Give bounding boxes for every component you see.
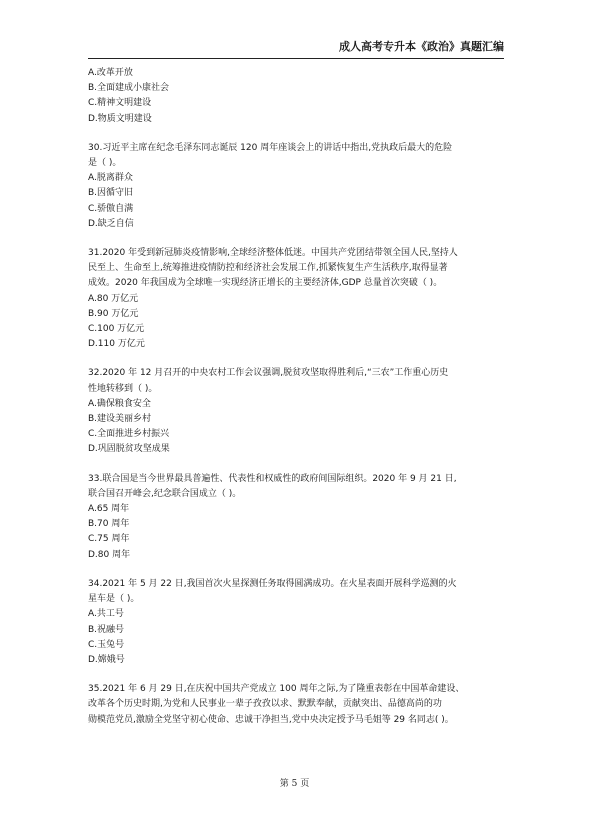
question-line: 改革各个历史时期,为党和人民事业一辈子孜孜以求、默默奉献，贡献突出、品德高尚的功 bbox=[88, 699, 442, 710]
option-d: D.巩固脱贫攻坚成果 bbox=[88, 444, 170, 455]
page-content bbox=[88, 66, 504, 742]
question-30 bbox=[88, 141, 504, 232]
question-line: 33.联合国是当今世界最具普遍性、代表性和权威性的政府间国际组织。2020 年 9 月 21 日, bbox=[88, 473, 457, 484]
question-line: 联合国召开峰会,纪念联合国成立（ )。 bbox=[88, 488, 242, 499]
question-line: 星车是（ )。 bbox=[88, 594, 140, 605]
option-c: C.100 万亿元 bbox=[88, 324, 145, 335]
question-line: 成效。2020 年我国成为全球唯一实现经济正增长的主要经济体,GDP 总量首次突破（ )。 bbox=[88, 278, 443, 289]
option-c: C.75 周年 bbox=[88, 534, 130, 545]
page-header-title: 成人高考专升本《政治》真题汇编 bbox=[88, 38, 504, 59]
question-line: 是（ )。 bbox=[88, 158, 122, 169]
option-d: D.嫦娥号 bbox=[88, 654, 125, 665]
option-b: B.建设美丽乡村 bbox=[88, 414, 152, 425]
question-line: 30.习近平主席在纪念毛泽东同志诞辰 120 周年座谈会上的讲话中指出,党执政后最大的危险 bbox=[88, 142, 453, 153]
option-a: A.80 万亿元 bbox=[88, 293, 139, 304]
question-line: 35.2021 年 6 月 29 日,在庆祝中国共产党成立 100 周年之际,为了隆重表彰在中国革命建设、 bbox=[88, 684, 465, 695]
option-b: B.70 周年 bbox=[88, 519, 130, 530]
question-35 bbox=[88, 682, 504, 728]
question-34 bbox=[88, 577, 504, 668]
question-31 bbox=[88, 246, 504, 352]
option-d: D.110 万亿元 bbox=[88, 339, 145, 350]
option-d: D.缺乏自信 bbox=[88, 218, 134, 229]
question-line: 勋模范党员,激励全党坚守初心使命、忠诚干净担当,党中央决定授予马毛姐等 29 名同志( )。 bbox=[88, 714, 454, 725]
page-number: 第 5 页 bbox=[279, 779, 310, 789]
question-line: 31.2020 年受到新冠肺炎疫情影响,全球经济整体低迷。中国共产党团结带领全国人民,坚持人 bbox=[88, 248, 458, 259]
option-b: B.因循守旧 bbox=[88, 188, 134, 199]
option-c: C.精神文明建设 bbox=[88, 98, 152, 109]
option-d: D.物质文明建设 bbox=[88, 113, 152, 124]
question-line: 性地转移到（ )。 bbox=[88, 383, 158, 394]
option-a: A.改革开放 bbox=[88, 68, 133, 78]
question-33 bbox=[88, 472, 504, 563]
option-b: B.祝融号 bbox=[88, 624, 125, 635]
option-a: A.65 周年 bbox=[88, 504, 130, 515]
option-a: A.确保粮食安全 bbox=[88, 398, 151, 409]
question-line: 34.2021 年 5 月 22 日,我国首次火星探测任务取得圆满成功。在火星表面开展科学巡测的火 bbox=[88, 578, 457, 589]
option-a: A.脱离群众 bbox=[88, 173, 133, 184]
question-32 bbox=[88, 366, 504, 457]
question-line: 32.2020 年 12 月召开的中央农村工作会议强调,脱贫攻坚取得胜利后,“三农”工作重心历史 bbox=[88, 368, 449, 379]
option-c: C.骄傲自满 bbox=[88, 203, 134, 214]
option-d: D.80 周年 bbox=[88, 549, 131, 560]
option-c: C.全面推进乡村振兴 bbox=[88, 429, 170, 440]
option-b: B.90 万亿元 bbox=[88, 308, 139, 319]
option-a: A.共工号 bbox=[88, 609, 124, 620]
previous-question-options bbox=[88, 66, 504, 127]
question-line: 民至上、生命至上,统筹推进疫情防控和经济社会发展工作,抓紧恢复生产生活秩序,取得显著 bbox=[88, 263, 448, 274]
option-b: B.全面建成小康社会 bbox=[88, 83, 170, 94]
option-c: C.玉兔号 bbox=[88, 639, 125, 650]
